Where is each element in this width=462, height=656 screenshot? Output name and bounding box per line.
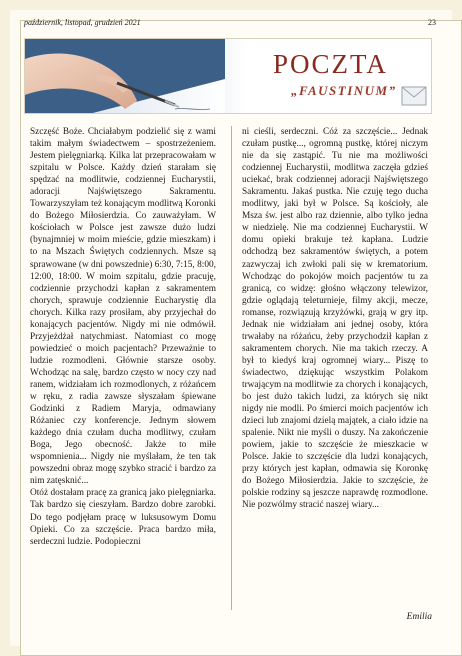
- issue-date: październik, listopad, grudzień 2021: [24, 18, 141, 27]
- article-column-left: Szczęść Boże. Chciałabym podzielić się z wami takim małym świadectwem – spostrzeżeniem. Jestem pielęgniarką. Kilka lat przepracowałam w szpitalu w Polsce. Każdy dzień starałam się spędzać na modlitwie, codziennej Eucharystii, adoracji Najświętszego Sakramentu. Towarzyszyłam też konającym modlitwą Koronki do Bożego Miłosierdzia. Co zauważyłam. W kościołach w Polsce jest zawsze dużo ludzi (bynajmniej w moim mieście, gdzie mieszkam) i to na Mszach Świętych codziennych. Msze są sprawowane (w dni powszednie) 6:30, 7:15, 8:00, 12:00, 18:00. W moim szpitalu, gdzie pracuję, codziennie przychodzi kapłan z sakramentem chorych, sprawuje codziennie Eucharystię dla chorych. Kilka razy prosiłam, aby przyjechał do konających pacjentów. Nigdy mi nie odmówił. Przyjeżdżał natychmiast. Natomiast co mogę powiedzieć o moich pacjentach? Przeważnie to ludzie rozmodleni. Głównie starsze osoby. Wchodząc na salę, bardzo często w nocy czy nad ranem, widziałam ich rozmodlonych, z różańcem w ręku, z radia zawsze słyszałam śpiewane Godzinki z Radiem Maryja, odmawiany Różaniec czy konferencje. Jednym słowem każdego dnia czułam ducha modlitwy, czułam Boga, Jego obecność. Jakże to miłe wspomnienia... Nigdy nie myślałam, że ten tak powszedni obraz mogę szybko stracić i bardzo za nim zatęsknić... Otóż dostałam pracę za granicą jako pielęgniarka. Tak bardzo się cieszyłam. Bardzo dobre zarobki. Do tego podjęłam pracę w luksusowym Domu Opieki. Co za szczęście. Praca bardzo miła, serdeczni ludzie. Podopieczni: [30, 127, 216, 547]
- banner-title: POCZTA: [273, 49, 388, 79]
- article-column-right: ni cieśli, serdeczni. Cóż za szczęście... Jednak czułam pustkę..., ogromną pustkę, której niczym nie da się zastąpić. Tu nie ma możliwości codziennej Eucharystii, modlitwa zaczęła gdzieś uciekać, brak codziennej adoracji Najświętszego Sakramentu. Jakaś pustka. Nie czuję tego ducha modlitwy, jaki był w Polsce. Są kościoły, ale Msza św. jest albo raz dziennie, albo tylko jedna w niedzielę. Nie ma codziennej Eucharystii. W domu opieki brakuje też kapłana. Ludzie odchodzą bez sakramentów świętych, a potem zazwyczaj ich zwłoki pali się w krematorium. Wchodząc do pokojów moich pacjentów tu za granicą, co widzę: głośno włączony telewizor, gdzie oglądają teleturnieje, filmy akcji, mecze, romanse, rozwiązują krzyżówki, grają w gry itp. Jednak nie widziałam ani jednej osoby, która trwałaby na różańcu, żeby przychodził kapłan z sakramentem chorych. Nie ma takich rzeczy. A był to kiedyś kraj ogromnej wiary... Piszę to świadectwo, dziękując wszystkim Polakom trwającym na modlitwie za chorych i konających, bo jest dużo takich ludzi, za których się nikt nigdy nie modli. Po śmierci moich pacjentów ich dzieci lub znajomi dzielą majątek, a ciało idzie na spalenie. Nikt nie myśli o duszy. Na zakończenie powiem, jakie to szczęście że mieszkacie w Polsce. Jakie to szczęście dla ludzi konających, przy których jest kapłan, odmawia się Koronkę do Bożego Miłosierdzia. Jakie to szczęście, że polskie rodziny są jeszcze naprawdę rozmodlone. Nie pozwólmy stracić naszej wiary...: [242, 127, 428, 511]
- section-banner: [24, 38, 432, 114]
- running-head: [24, 18, 436, 32]
- author-signature: Emilia: [406, 612, 432, 622]
- page-number: 23: [428, 18, 436, 27]
- writing-hand-photo: [25, 39, 225, 114]
- envelope-icon: [401, 86, 427, 106]
- banner-subtitle: „FAUSTINUM”: [291, 83, 397, 98]
- column-divider: [231, 126, 232, 610]
